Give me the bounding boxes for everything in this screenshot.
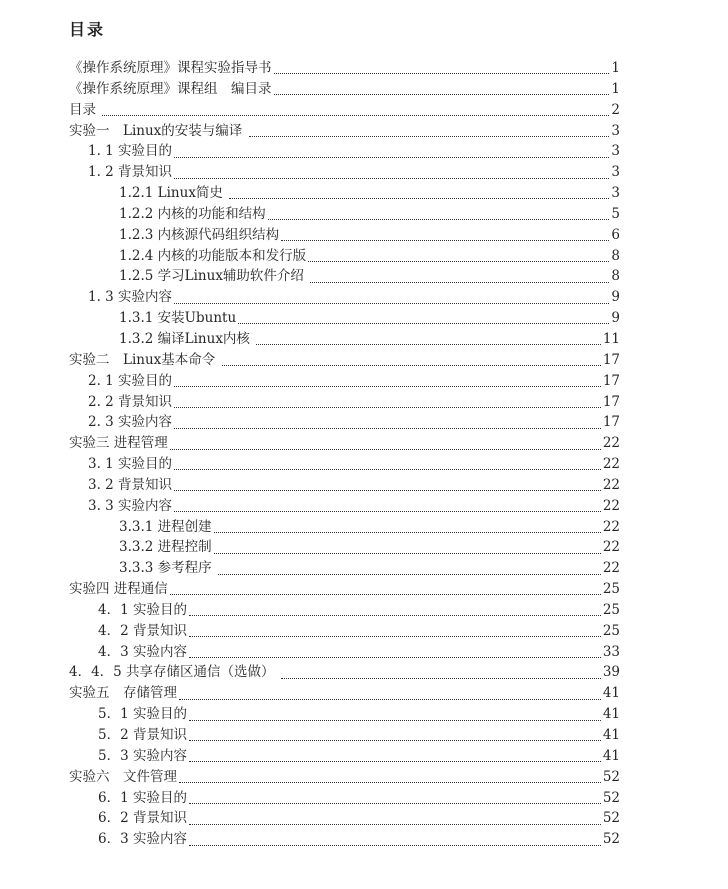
toc-entry[interactable] [69, 100, 620, 121]
toc-entry-page: 6 [611, 226, 620, 243]
toc-entry-page: 41 [602, 747, 620, 764]
toc-entry-label: 3.3.2 进程控制 [119, 539, 212, 556]
toc-entry[interactable] [69, 558, 620, 579]
dot-leader [189, 740, 601, 741]
toc-entry-label: 实验三 进程管理 [69, 435, 168, 452]
toc-entry-page: 3 [611, 164, 620, 181]
toc-entry-label: 4．4．5 共享存储区通信（选做） [69, 664, 279, 681]
toc-entry-label: 实验五 存储管理 [69, 685, 177, 702]
toc-entry[interactable] [69, 246, 620, 267]
toc-entry-page: 3 [611, 143, 620, 160]
toc-entry-page: 17 [602, 393, 620, 410]
dot-leader [274, 73, 610, 74]
toc-entry-label: 4．2 背景知识 [98, 622, 187, 639]
toc-entry-label: 6．3 实验内容 [98, 831, 187, 848]
dot-leader [238, 323, 609, 324]
dot-leader [268, 219, 610, 220]
dot-leader [222, 365, 601, 366]
dot-leader [189, 657, 601, 658]
toc-entry[interactable] [69, 58, 620, 79]
toc-entry-page: 52 [602, 789, 620, 806]
toc-entry-page: 9 [611, 310, 620, 327]
dot-leader [229, 198, 609, 199]
toc-entry-page: 22 [602, 456, 620, 473]
dot-leader [179, 782, 601, 783]
toc-entry[interactable] [69, 537, 620, 558]
toc-entry[interactable] [69, 704, 620, 725]
toc-entry-label: 1.3.2 编译Linux内核 [119, 330, 255, 347]
toc-entry-label: 4．3 实验内容 [98, 643, 187, 660]
toc-entry[interactable] [69, 788, 620, 809]
dot-leader [218, 574, 601, 575]
toc-entry-label: 1.2.3 内核源代码组织结构 [119, 226, 280, 243]
toc-entry-label: 《操作系统原理》课程组 编目录 [69, 80, 272, 97]
dot-leader [189, 615, 601, 616]
toc-entry-label: 3.3.1 进程创建 [119, 518, 212, 535]
toc-entry-label: 6．1 实验目的 [98, 789, 187, 806]
toc-entry-label: 6．2 背景知识 [98, 810, 187, 827]
toc-entry[interactable] [69, 287, 620, 308]
toc-entry[interactable] [69, 808, 620, 829]
toc-entry[interactable] [69, 829, 620, 850]
dot-leader [189, 636, 601, 637]
dot-leader [214, 532, 601, 533]
toc-entry-page: 52 [602, 810, 620, 827]
toc-entry-page: 9 [611, 289, 620, 306]
toc-entry[interactable] [69, 204, 620, 225]
toc-entry[interactable] [69, 579, 620, 600]
toc-entry[interactable] [69, 79, 620, 100]
toc-entry-page: 52 [602, 768, 620, 785]
toc-entry-page: 52 [602, 831, 620, 848]
toc-entry-label: 4．1 实验目的 [98, 601, 187, 618]
toc-entry-label: 实验二 Linux基本命令 [69, 351, 220, 368]
toc-entry-page: 22 [602, 476, 620, 493]
toc-entry-page: 11 [602, 330, 620, 347]
toc-entry[interactable] [69, 496, 620, 517]
toc-entry-page: 33 [602, 643, 620, 660]
dot-leader [174, 407, 601, 408]
dot-leader [170, 449, 601, 450]
dot-leader [102, 115, 609, 116]
toc-entry-label: 2. 3 实验内容 [88, 414, 173, 431]
toc-entry-label: 3. 1 实验目的 [88, 456, 173, 473]
toc-heading: 目录 [69, 20, 106, 39]
toc-entry-label: 目录 [69, 101, 101, 118]
dot-leader [174, 428, 601, 429]
toc-entry[interactable] [69, 225, 620, 246]
toc-entry-label: 3. 2 背景知识 [88, 476, 173, 493]
toc-entry[interactable] [69, 141, 620, 162]
toc-entry[interactable] [69, 433, 620, 454]
toc-entry-page: 25 [602, 601, 620, 618]
toc-entry[interactable] [69, 600, 620, 621]
toc-entry[interactable] [69, 475, 620, 496]
toc-entry-label: 2. 2 背景知识 [88, 393, 173, 410]
dot-leader [310, 282, 609, 283]
toc-entry-page: 41 [602, 727, 620, 743]
dot-leader [189, 845, 601, 846]
toc-entry-label: 实验六 文件管理 [69, 768, 177, 785]
toc-entry-page: 22 [602, 518, 620, 535]
toc-entry-page: 8 [611, 268, 620, 285]
toc-entry[interactable] [69, 392, 620, 413]
toc-entry-page: 17 [602, 414, 620, 431]
toc-entry-page: 17 [602, 351, 620, 368]
dot-leader [308, 261, 609, 262]
toc-entry-page: 41 [602, 706, 620, 723]
toc-entry-page: 3 [611, 122, 620, 139]
dot-leader [274, 94, 610, 95]
toc-entry-page: 25 [602, 622, 620, 639]
toc-entry[interactable] [69, 621, 620, 642]
dot-leader [174, 157, 609, 158]
dot-leader [214, 553, 601, 554]
toc-entry[interactable] [69, 162, 620, 183]
toc-entry[interactable] [69, 329, 620, 350]
toc-entry-page: 3 [611, 185, 620, 202]
toc-entry-page: 1 [611, 80, 620, 97]
dot-leader [189, 761, 601, 762]
toc-entry[interactable] [69, 371, 620, 392]
toc-entry[interactable] [69, 725, 620, 746]
dot-leader [281, 240, 609, 241]
toc-entry-label: 5．1 实验目的 [98, 706, 187, 723]
toc-entry[interactable] [69, 308, 620, 329]
dot-leader [189, 824, 601, 825]
toc-entry-label: 5．3 实验内容 [98, 747, 187, 764]
dot-leader [174, 469, 601, 470]
toc-entry-label: 2. 1 实验目的 [88, 372, 173, 389]
toc-entry[interactable] [69, 454, 620, 475]
dot-leader [174, 511, 601, 512]
toc-entry-label: 1.3.1 安装Ubuntu [119, 310, 237, 327]
toc-entry-page: 22 [602, 435, 620, 452]
toc-entry[interactable] [69, 517, 620, 538]
toc-entry-label: 1. 2 背景知识 [88, 164, 173, 181]
toc-entry-label: 3.3.3 参考程序 [119, 560, 216, 577]
dot-leader [189, 803, 601, 804]
toc-entry-page: 41 [602, 685, 620, 702]
toc-entry[interactable] [69, 183, 620, 204]
toc-list [69, 58, 620, 850]
toc-entry[interactable] [69, 746, 620, 767]
toc-entry-label: 1.2.1 Linux简史 [119, 185, 228, 202]
toc-entry[interactable] [69, 412, 620, 433]
toc-entry-page: 8 [611, 247, 620, 264]
toc-entry-page: 22 [602, 497, 620, 514]
dot-leader [256, 344, 601, 345]
toc-entry-page: 2 [611, 101, 620, 118]
toc-entry-label: 实验四 进程通信 [69, 581, 168, 598]
dot-leader [281, 678, 601, 679]
toc-entry[interactable] [69, 121, 620, 142]
toc-entry-label: 1.2.2 内核的功能和结构 [119, 205, 266, 222]
dot-leader [174, 490, 601, 491]
toc-entry-label: 1.2.5 学习Linux辅助软件介绍 [119, 268, 309, 285]
toc-entry[interactable] [69, 683, 620, 704]
toc-entry[interactable] [69, 662, 620, 683]
toc-entry-page: 25 [602, 581, 620, 598]
toc-entry-label: 5．2 背景知识 [98, 727, 187, 743]
toc-entry-label: 1.2.4 内核的功能版本和发行版 [119, 247, 307, 264]
toc-entry-label: 1. 3 实验内容 [88, 289, 173, 306]
toc-entry[interactable] [69, 642, 620, 663]
toc-entry[interactable] [69, 350, 620, 371]
toc-entry-page: 17 [602, 372, 620, 389]
dot-leader [249, 136, 610, 137]
dot-leader [174, 303, 609, 304]
toc-entry-page: 1 [611, 60, 620, 76]
dot-leader [170, 594, 601, 595]
dot-leader [179, 699, 601, 700]
dot-leader [189, 720, 601, 721]
toc-entry-page: 39 [602, 664, 620, 681]
toc-entry-page: 22 [602, 560, 620, 577]
dot-leader [174, 178, 609, 179]
toc-entry-label: 1. 1 实验目的 [88, 143, 173, 160]
toc-entry[interactable] [69, 266, 620, 287]
toc-entry-page: 5 [611, 205, 620, 222]
toc-entry-label: 实验一 Linux的安装与编译 [69, 122, 247, 139]
toc-entry-label: 《操作系统原理》课程实验指导书 [69, 60, 272, 76]
toc-entry-page: 22 [602, 539, 620, 556]
toc-entry-label: 3. 3 实验内容 [88, 497, 173, 514]
dot-leader [174, 386, 601, 387]
toc-entry[interactable] [69, 767, 620, 788]
